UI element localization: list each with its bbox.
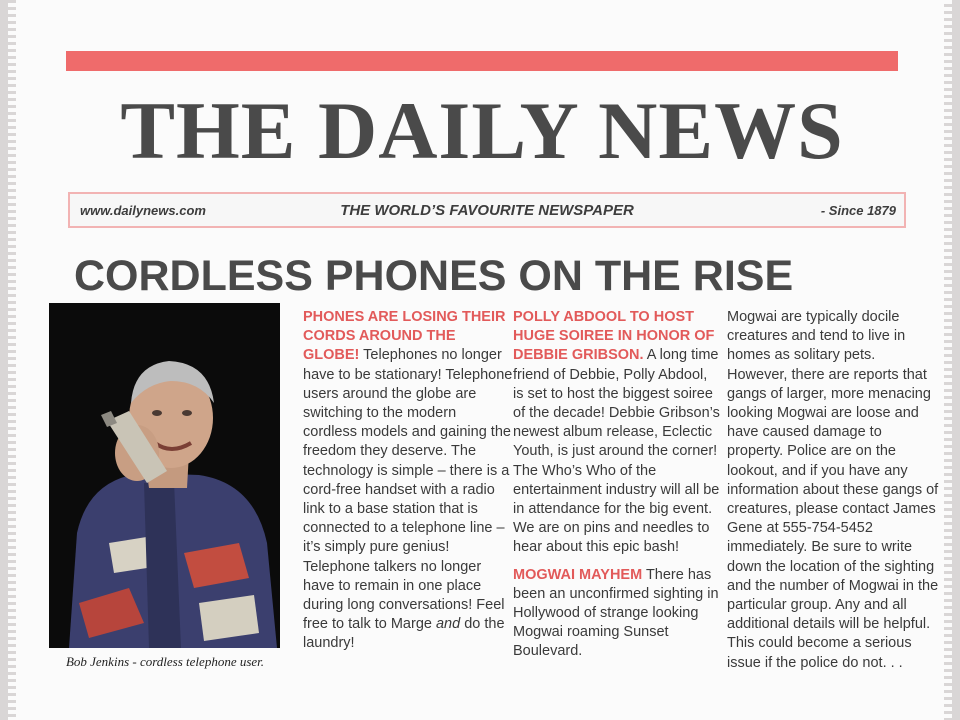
man-on-phone-image [49,303,280,648]
polly-article-body: A long time friend of Debbie, Polly Abdool, is set to host the biggest soiree of the decade! Debbie Gribson’s newest album release, Eclectic Youth, is just around the corner! The Who’s Who of the entertainment industry will all be in attendance for the big event. We are on pins and needles to hear about this epic bash! [513,347,720,556]
article-column-1 [303,308,513,662]
phones-article-emphasis: and [435,616,461,633]
article-column-2 [513,308,721,670]
torn-edge-left [8,0,16,720]
polly-article-kicker: POLLY ABDOOL TO HOST HUGE SOIREE IN HONOR OF DEBBIE GRIBSON. [513,309,715,364]
polly-article [513,308,721,558]
phones-article-body-2: do the laundry! [303,616,505,652]
tagline: THE WORLD’S FAVOURITE NEWSPAPER [340,202,634,219]
phones-article [303,308,513,654]
phones-article-body-1: Telephones no longer have to be stationary! Telephone users around the globe are switching to the modern cordless models and gaining the freedom they deserve. The technology is simple – there is a cord-free handset with a radio link to a base station that is connected to a telephone line – it’s simply pure genius! Telephone talkers no longer have to remain in one place during long conversations! Feel free to talk to Marge [303,347,513,633]
phones-article-kicker: PHONES ARE LOSING THEIR CORDS AROUND THE GLOBE! [303,309,506,364]
article-photo [49,303,280,648]
mogwai-article-continued: Mogwai are typically docile creatures and tend to live in homes as solitary pets. However, there are reports that gangs of larger, more menacing looking Mogwai are loose and have caused damage to property. Police are on the lookout, and if you have any information about these gangs of creatures, please contact James Gene at 555-754-5452 immediately. Be sure to write down the location of the sighting and the number of Mogwai in the particular group. Any and all additional details will be helpful. This could become a serious issue if the police do not. . . [727,309,939,671]
mogwai-article-kicker: MOGWAI MAYHEM [513,566,643,583]
masthead-accent-bar [66,51,898,71]
masthead-info-bar [68,192,906,228]
masthead-title: THE DAILY NEWS [120,85,844,176]
newspaper-page [8,0,952,720]
website-link[interactable]: www.dailynews.com [80,203,206,218]
main-headline: CORDLESS PHONES ON THE RISE [74,252,794,300]
article-column-3 [727,308,939,681]
since-year: - Since 1879 [820,203,896,218]
torn-edge-right [944,0,952,720]
photo-caption: Bob Jenkins - cordless telephone user. [65,654,265,669]
mogwai-article [513,566,721,662]
mogwai-article-body: There has been an unconfirmed sighting in Hollywood of strange looking Mogwai roaming Sunset Boulevard. [513,566,719,660]
